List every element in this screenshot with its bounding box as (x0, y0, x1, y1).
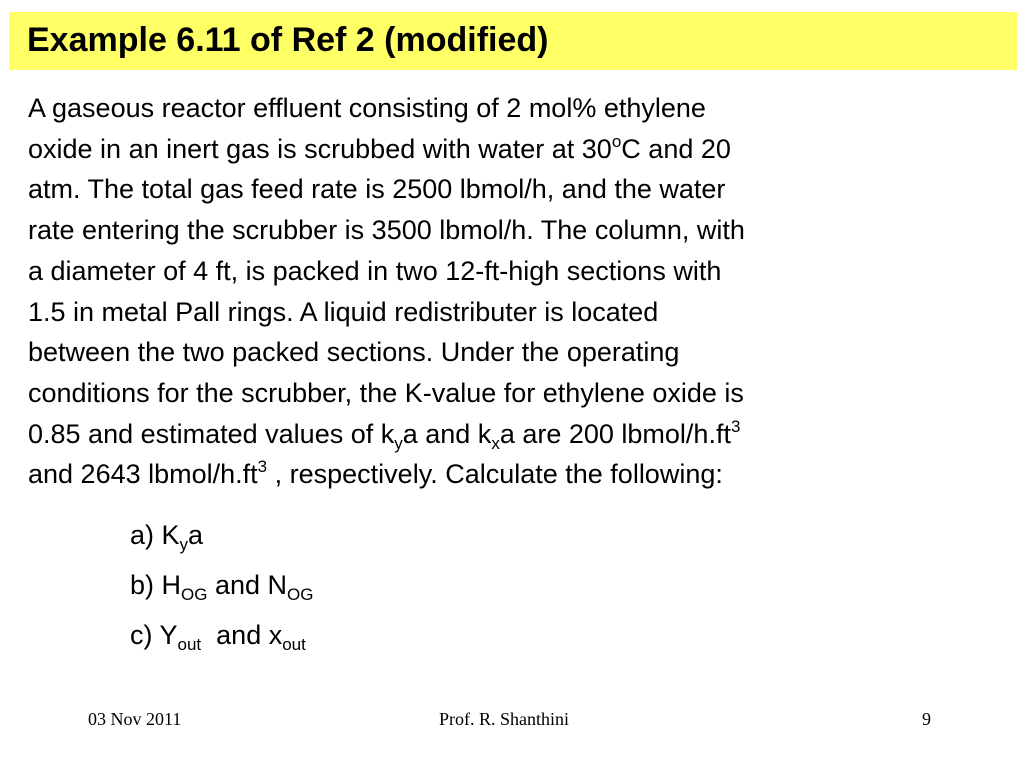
body-line: a diameter of 4 ft, is packed in two 12-ft-high sections with (28, 255, 722, 286)
question-list (130, 510, 313, 660)
question-item-a: a) $K_ya$ (130, 520, 204, 554)
footer-date: 03 Nov 2011 (88, 709, 182, 729)
question-item-b: b) $H_{OG}$ and $N_{OG}$ (130, 570, 314, 604)
body-line: atm. The total gas feed rate is 2500 lbmol/h, and the water (28, 174, 726, 205)
body-line: oxide in an inert gas is scrubbed with water at 30$^o$C and 20 (28, 131, 731, 164)
body-line: 1.5 in metal Pall rings. A liquid redistributer is located (28, 296, 659, 327)
title-bar (9, 12, 1017, 70)
problem-statement (28, 88, 948, 495)
body-line: and 2643 lbmol/$h.ft^3$ , respectively. Calculate the following: (28, 457, 723, 490)
body-line: 0.85 and estimated values of $k_ya$ and $k_xa$ are 200 lbmol/$h.ft^3$ (28, 416, 741, 453)
body-line: rate entering the scrubber is 3500 lbmol/h. The column, with (28, 215, 745, 246)
body-line: between the two packed sections. Under the operating (28, 337, 680, 368)
footer-author: Prof. R. Shanthini (439, 709, 570, 729)
slide-title: Example 6.11 of Ref 2 (modified) (27, 21, 549, 59)
body-line: conditions for the scrubber, the K-value for ethylene oxide is (28, 377, 744, 408)
degree-superscript: o (611, 131, 622, 151)
body-line: A gaseous reactor effluent consisting of 2 mol% ethylene (28, 93, 706, 123)
question-item-c: c) $Y_{out}$ and $x_{out}$ (130, 620, 306, 654)
page-number: 9 (922, 709, 931, 729)
